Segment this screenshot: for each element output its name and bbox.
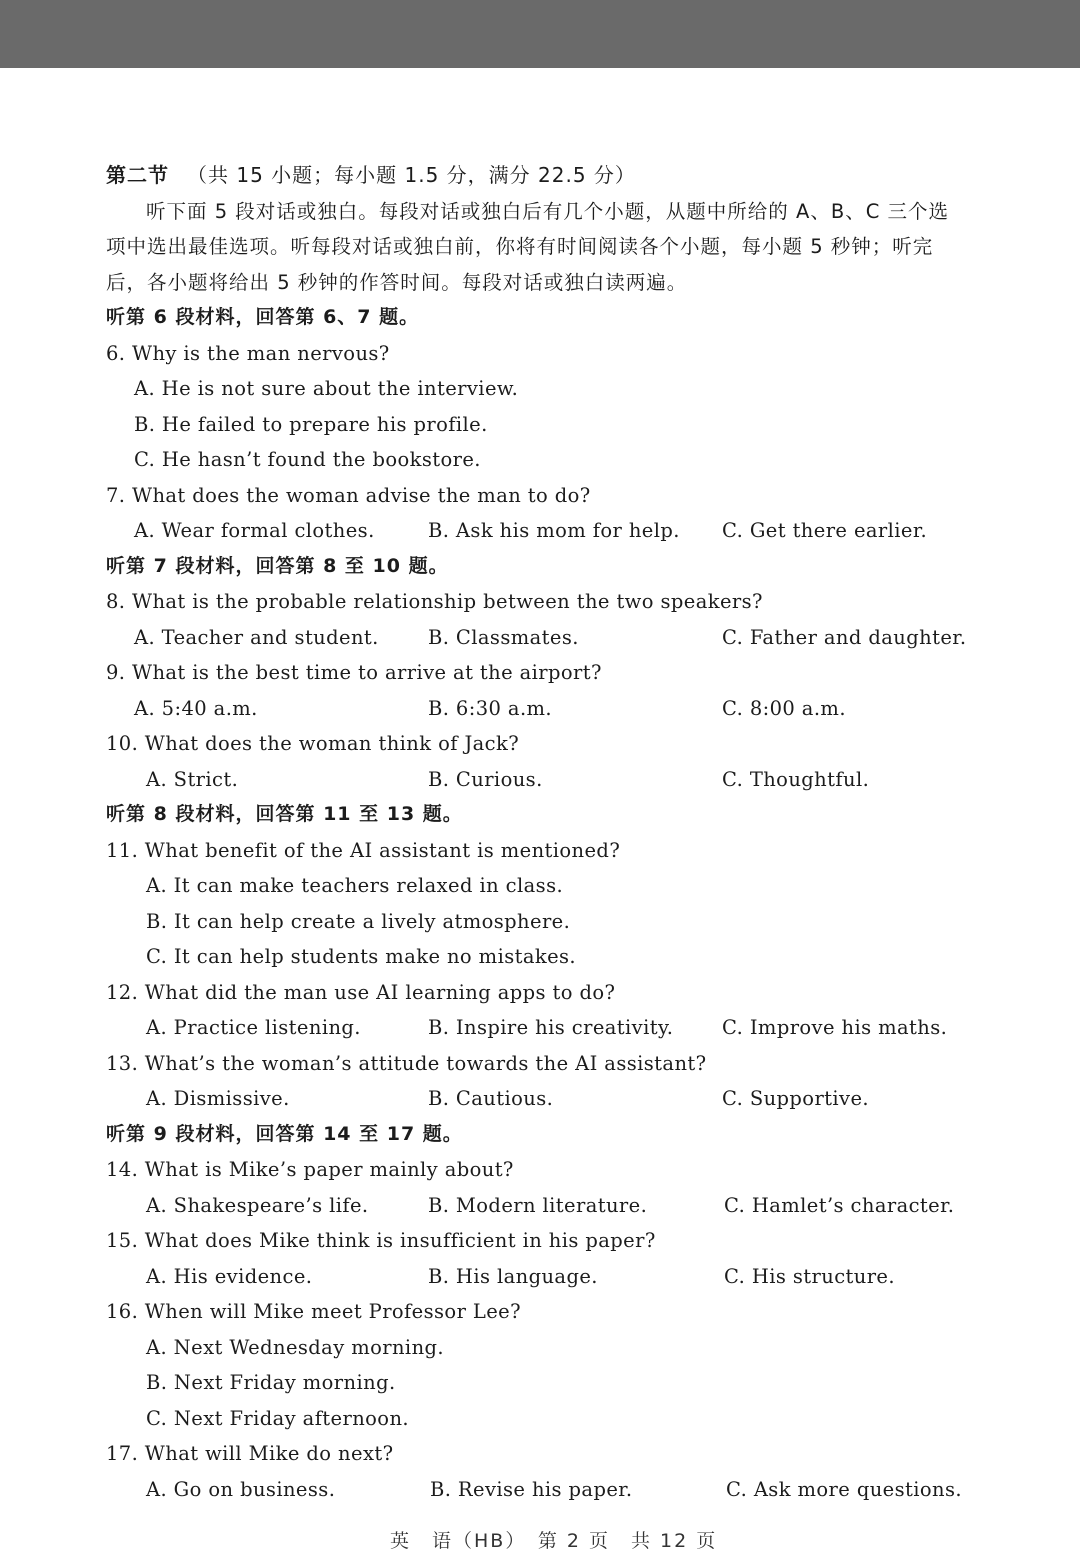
instructions-line-1: 听下面 5 段对话或独白。每段对话或独白后有几个小题，从题中所给的 A、B、C 三个选 [146, 199, 950, 223]
page-footer: 英 语（HB） 第 2 页 共 12 页 [390, 1530, 718, 1552]
question-10-stem: 10. What does the woman think of Jack? [106, 732, 520, 755]
question-17-option-a[interactable]: A. Go on business. [146, 1477, 336, 1501]
question-14-option-b[interactable]: B. Modern literature. [428, 1193, 648, 1217]
instructions-line-3: 后，各小题将给出 5 秒钟的作答时间。每段对话或独白读两遍。 [106, 270, 688, 294]
question-16-option-b[interactable]: B. Next Friday morning. [146, 1371, 396, 1394]
question-14-stem: 14. What is Mike’s paper mainly about? [106, 1158, 514, 1181]
question-7-option-c[interactable]: C. Get there earlier. [722, 519, 928, 542]
question-13-option-a[interactable]: A. Dismissive. [146, 1087, 290, 1110]
question-13-option-c[interactable]: C. Supportive. [722, 1087, 869, 1110]
question-12-options [106, 1010, 1006, 1046]
question-12-stem: 12. What did the man use AI learning apps to do? [106, 980, 616, 1004]
question-15-option-b[interactable]: B. His language. [428, 1264, 598, 1288]
instructions-line-2: 项中选出最佳选项。听每段对话或独白前，你将有时间阅读各个小题，每小题 5 秒钟；听完 [106, 235, 934, 258]
question-9-option-a[interactable]: A. 5:40 a.m. [134, 696, 258, 720]
material-heading-8: 听第 8 段材料，回答第 11 至 13 题。 [106, 803, 463, 825]
question-13-option-b[interactable]: B. Cautious. [428, 1087, 554, 1110]
question-8-options [106, 620, 1006, 656]
question-17-option-b[interactable]: B. Revise his paper. [430, 1477, 633, 1501]
question-7-option-b[interactable]: B. Ask his mom for help. [428, 519, 680, 542]
question-16-option-a[interactable]: A. Next Wednesday morning. [146, 1335, 445, 1359]
question-8-option-a[interactable]: A. Teacher and student. [134, 625, 379, 649]
question-17-option-c[interactable]: C. Ask more questions. [726, 1477, 962, 1501]
question-7-options [106, 513, 1006, 549]
question-11-option-c[interactable]: C. It can help students make no mistakes. [146, 945, 577, 968]
question-15-options [106, 1259, 1006, 1295]
exam-page [106, 158, 1006, 1507]
question-14-option-a[interactable]: A. Shakespeare’s life. [146, 1193, 369, 1217]
question-12-option-c[interactable]: C. Improve his maths. [722, 1016, 948, 1039]
question-6-stem: 6. Why is the man nervous? [106, 341, 390, 365]
question-7-option-a[interactable]: A. Wear formal clothes. [134, 519, 375, 542]
question-9-stem: 9. What is the best time to arrive at the airport? [106, 661, 602, 684]
question-15-option-a[interactable]: A. His evidence. [146, 1264, 313, 1288]
question-17-stem: 17. What will Mike do next? [106, 1442, 394, 1465]
material-heading-7: 听第 7 段材料，回答第 8 至 10 题。 [106, 554, 449, 577]
question-6-option-b[interactable]: B. He failed to prepare his profile. [134, 412, 488, 436]
question-16-option-c[interactable]: C. Next Friday afternoon. [146, 1406, 410, 1430]
question-6-option-a[interactable]: A. He is not sure about the interview. [134, 377, 519, 400]
question-15-option-c[interactable]: C. His structure. [724, 1264, 895, 1288]
question-9-option-b[interactable]: B. 6:30 a.m. [428, 696, 553, 720]
question-7-stem: 7. What does the woman advise the man to do? [106, 483, 591, 507]
question-13-stem: 13. What’s the woman’s attitude towards the AI assistant? [106, 1051, 707, 1075]
question-10-option-c[interactable]: C. Thoughtful. [722, 767, 870, 791]
question-9-option-c[interactable]: C. 8:00 a.m. [722, 696, 846, 720]
section-note: （共 15 小题；每小题 1.5 分，满分 22.5 分） [187, 163, 636, 187]
question-8-option-c[interactable]: C. Father and daughter. [722, 625, 967, 649]
question-12-option-b[interactable]: B. Inspire his creativity. [428, 1016, 674, 1039]
question-14-option-c[interactable]: C. Hamlet’s character. [724, 1193, 955, 1217]
question-10-option-b[interactable]: B. Curious. [428, 767, 543, 791]
question-10-options [106, 762, 1006, 798]
question-10-option-a[interactable]: A. Strict. [146, 767, 239, 791]
question-11-option-b[interactable]: B. It can help create a lively atmosphere. [146, 909, 571, 933]
question-8-stem: 8. What is the probable relationship between the two speakers? [106, 590, 763, 613]
section-heading [106, 158, 1006, 194]
section-title: 第二节 [106, 163, 169, 187]
question-6-option-c[interactable]: C. He hasn’t found the bookstore. [134, 448, 481, 471]
question-14-options [106, 1188, 1006, 1224]
material-heading-9: 听第 9 段材料，回答第 14 至 17 题。 [106, 1122, 463, 1145]
top-bar [0, 0, 1080, 68]
question-11-option-a[interactable]: A. It can make teachers relaxed in class. [146, 874, 564, 897]
material-heading-6: 听第 6 段材料，回答第 6、7 题。 [106, 306, 420, 328]
question-15-stem: 15. What does Mike think is insufficient in his paper? [106, 1229, 656, 1252]
question-8-option-b[interactable]: B. Classmates. [428, 625, 579, 649]
question-12-option-a[interactable]: A. Practice listening. [146, 1016, 361, 1039]
question-13-options [106, 1081, 1006, 1117]
question-17-options [106, 1472, 1006, 1508]
question-16-stem: 16. When will Mike meet Professor Lee? [106, 1300, 521, 1323]
question-11-stem: 11. What benefit of the AI assistant is mentioned? [106, 838, 621, 862]
question-9-options [106, 691, 1006, 727]
